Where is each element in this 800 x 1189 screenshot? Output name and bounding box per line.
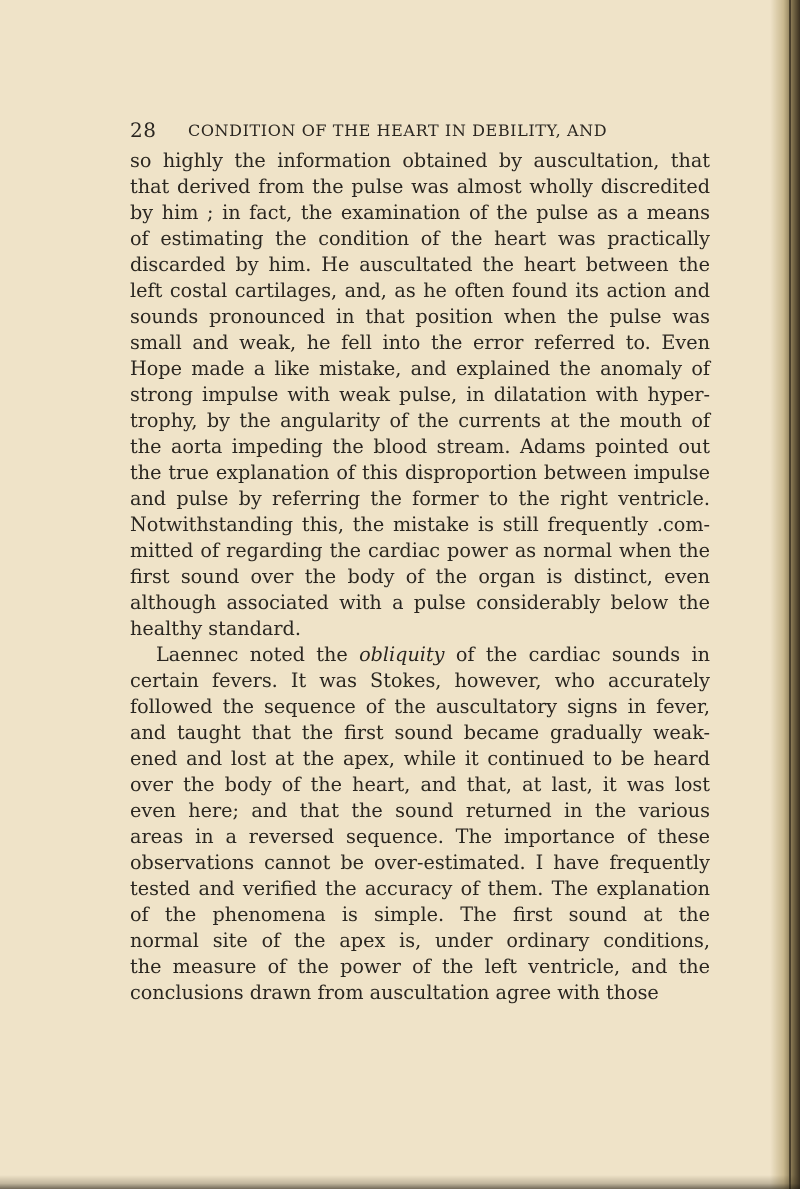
text-line: healthy standard. — [130, 617, 301, 640]
text-line: left costal cartilages, and, as he often found its action and — [130, 279, 710, 302]
page-bottom-shadow — [0, 1175, 800, 1189]
text-line: small and weak, he fell into the error referred to. Even — [130, 331, 710, 354]
text-line: that derived from the pulse was almost wholly discredited — [130, 175, 710, 198]
text-line: areas in a reversed sequence. The importance of these — [130, 825, 710, 848]
text-line: strong impulse with weak pulse, in dilatation with hyper- — [130, 383, 710, 406]
text-line: conclusions drawn from auscultation agree with those — [130, 981, 659, 1004]
text-line: certain fevers. It was Stokes, however, who accurately — [130, 669, 710, 692]
text-line: over the body of the heart, and that, at last, it was lost — [130, 773, 710, 796]
text-line: so highly the information obtained by auscultation, that — [130, 149, 710, 172]
text-line: sounds pronounced in that position when the pulse was — [130, 305, 710, 328]
text-line: Notwithstanding this, the mistake is still frequently .com- — [130, 513, 710, 536]
text-line: observations cannot be over-estimated. I have frequently — [130, 851, 710, 874]
text-line: first sound over the body of the organ is distinct, even — [130, 565, 710, 588]
text-line: trophy, by the angularity of the currents at the mouth of — [130, 409, 710, 432]
text-line: the measure of the power of the left ventricle, and the — [130, 955, 710, 978]
page-header — [130, 118, 690, 144]
page-edge-shadow — [770, 0, 800, 1189]
page-edge-line — [789, 0, 791, 1189]
text-line: tested and verified the accuracy of them. The explanation — [130, 877, 710, 900]
text-line: and pulse by referring the former to the right ventricle. — [130, 487, 710, 510]
text-line: discarded by him. He auscultated the heart between the — [130, 253, 710, 276]
running-head: CONDITION OF THE HEART IN DEBILITY, AND — [188, 121, 608, 140]
body-text — [130, 148, 710, 1006]
text-line: of estimating the condition of the heart was practically — [130, 227, 710, 250]
page-number: 28 — [130, 118, 157, 142]
text-line: Hope made a like mistake, and explained the anomaly of — [130, 357, 710, 380]
text-line: mitted of regarding the cardiac power as normal when the — [130, 539, 710, 562]
text-line: and taught that the first sound became gradually weak- — [130, 721, 710, 744]
text-line: the true explanation of this disproportion between impulse — [130, 461, 710, 484]
text-line: although associated with a pulse considerably below the — [130, 591, 710, 614]
text-line: followed the sequence of the auscultatory signs in fever, — [130, 695, 710, 718]
text-segment: Laennec noted the — [156, 643, 360, 666]
text-line: ened and lost at the apex, while it continued to be heard — [130, 747, 710, 770]
italic-term: obliquity — [359, 643, 445, 666]
text-line: by him ; in fact, the examination of the pulse as a means — [130, 201, 710, 224]
text-line: even here; and that the sound returned in the various — [130, 799, 710, 822]
text-segment: of the cardiac sounds in — [444, 643, 710, 666]
paragraph-start-line — [130, 642, 710, 668]
text-line: normal site of the apex is, under ordinary conditions, — [130, 929, 710, 952]
text-line: of the phenomena is simple. The first sound at the — [130, 903, 710, 926]
text-line: the aorta impeding the blood stream. Adams pointed out — [130, 435, 710, 458]
